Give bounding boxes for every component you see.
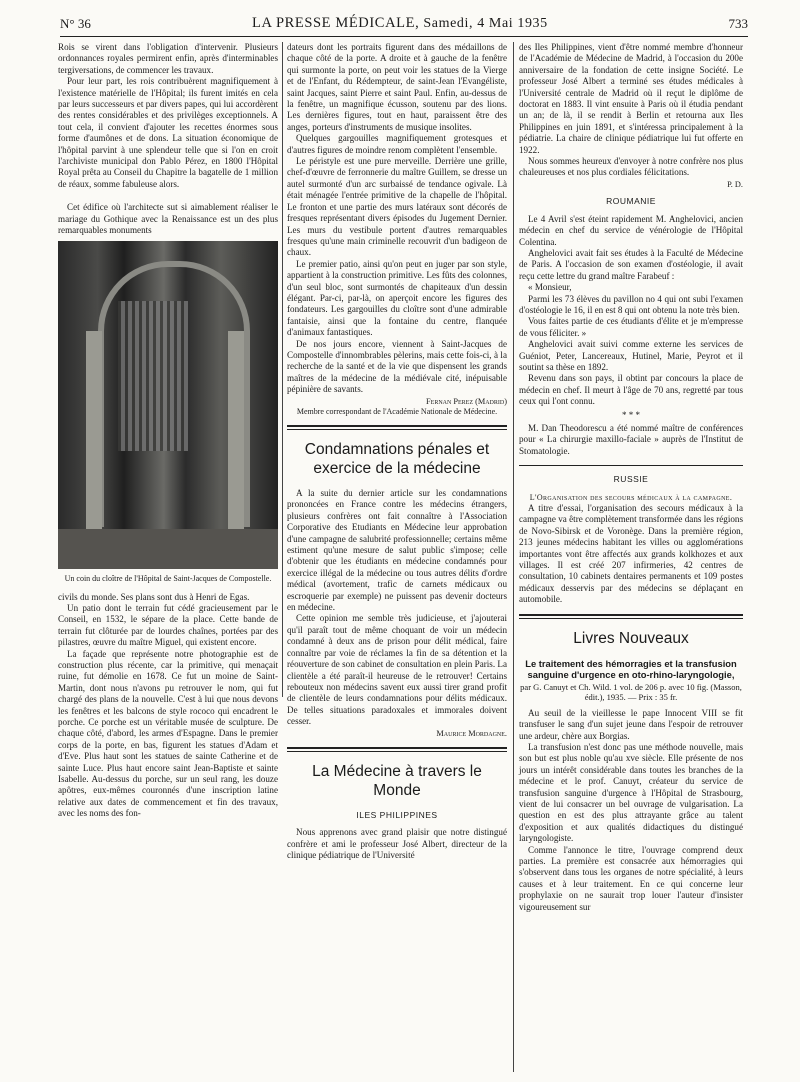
paragraph: civils du monde. Ses plans sont dus à Henri de Egas. xyxy=(58,591,250,602)
paragraph: M. Dan Theodorescu a été nommé maître de conférences pour « La chirurgie maxillo-faciale » auprès de l'Institut de Stomatologie. xyxy=(519,423,743,456)
page-header xyxy=(60,14,748,37)
paragraph: A la suite du dernier article sur les condamnations prononcées en France contre les médecins étrangers, plusieurs confrères ont fait connaître à l'Association Corporative des Etudiants en Médecine leur approbation d'une campagne de salubrité professionnelle; certains même estiment qu'une mesure de salut public s'impose; celle d'obtenir que les étudiants en médecine condamnés pour exercice illégal de la médecine ou tous autres délits d'ordre médical (avortement, trafic de carnets médicaux ou escroquerie par exemple) ne puissent pas devenir docteurs en médecine. xyxy=(287,488,507,613)
section-rule xyxy=(287,425,507,430)
paragraph: Le premier patio, ainsi qu'on peut en juger par son style, appartient à la construction primitive. Les fûts des colonnes, d'un seul bloc, sont surmontés de chapiteaux d'un dessin élégant. Par-ci, par-là, on aperçoit encore les figures des fondateurs. Les gargouilles du cloître sont d'une admirable fantaisie, ainsi que la fontaine du centre, flanquée d'animaux fantastiques. xyxy=(287,258,507,338)
author-initials: P. D. xyxy=(727,179,743,189)
journal-title xyxy=(252,15,548,32)
section-heading: Condamnations pénales et exercice de la médecine xyxy=(304,441,490,477)
book-title: Le traitement des hémorragies et la transfusion sanguine d'urgence en oto-rhino-laryngologie, xyxy=(525,657,737,681)
photo-caption: Un coin du cloître de l'Hôpital de Saint-Jacques de Compostelle. xyxy=(64,573,272,583)
paragraph: Anghelovici avait suivi comme externe les services de Guéniot, Peter, Lancereaux, Hutinel, Marie, Peyrot et il soutint sa thèse en 1892. xyxy=(519,339,743,372)
paragraph: Vous faites partie de ces étudiants d'élite et je m'empresse de vous féliciter. » xyxy=(519,316,743,338)
paragraph: Rois se virent dans l'obligation d'intervenir. Plusieurs ordonnances royales permirent enfin, après d'interminables tergiversations, de commencer les travaux. xyxy=(58,42,278,75)
paragraph: Revenu dans son pays, il obtint par concours la place de médecin en chef. Il meurt à l'âge de 70 ans, regretté par tous ceux qui l'ont connu. xyxy=(519,373,743,407)
issue-date: Samedi, 4 Mai 1935 xyxy=(423,16,548,31)
section-heading: La Médecine à travers le Monde xyxy=(312,762,482,799)
paragraph: Comme l'annonce le titre, l'ouvrage comprend deux parties. La première est consacrée aux hémorragies qui s'observent dans tous les organes de notre spécialité, à leurs causes et à leur traitement. En ce qui concerne leur prophylaxie on ne saurait trop louer l'auteur d'insister vigoureusement sur xyxy=(519,844,743,912)
section-rule xyxy=(519,465,743,466)
page-number: 733 xyxy=(728,16,748,31)
issue-number: N° 36 xyxy=(60,16,91,31)
paragraph: dateurs dont les portraits figurent dans des médaillons de chaque côté de la porte. A droite et à gauche de la fenêtre qui surmonte la porte, on peut voir les statues de la Vierge et de l'Enfant, du Rédempteur, de saint-Jean l'Evangéliste, saint Jacques, saint Pierre et saint Paul. Enfin, au-dessus de la fenêtre, un magnifique écusson, soutenu par des lions. Les dernières figures, tout en haut, paraissent être des anges, porteurs d'instruments de musique insolites. xyxy=(287,42,507,132)
paragraph: Nous sommes heureux d'envoyer à notre confrère nos plus chaleureuses et nos plus cordiales félicitations. xyxy=(519,156,743,178)
section-rule xyxy=(287,747,507,752)
paragraph: « Monsieur, xyxy=(528,282,572,293)
paragraph: Nous apprenons avec grand plaisir que notre distingué confrère et ami le professeur José Albert, directeur de la clinique pédiatrique de l'Université xyxy=(287,827,507,861)
column-2 xyxy=(287,42,507,862)
subsection-heading: RUSSIE xyxy=(613,474,649,485)
paragraph: Cet édifice où l'architecte sut si aimablement réaliser le mariage du Gothique avec la Renaissance est un des plus remarquables monuments xyxy=(58,202,278,236)
paragraph: Anghelovici avait fait ses études à la Faculté de Médecine de Paris. A l'occasion de son examen d'ostéologie, il avait reçu cette lettre du grand maître Farabeuf : xyxy=(519,247,743,281)
journal-name: LA PRESSE MÉDICALE, xyxy=(252,15,420,31)
paragraph: Le 4 Avril s'est éteint rapidement M. Anghelovici, ancien médecin en chef du service de vénérologie de l'Hôpital Colentina. xyxy=(519,213,743,247)
subsection-heading: ROUMANIE xyxy=(606,196,656,207)
paragraph: Au seuil de la vieillesse le pape Innocent VIII se fit transfuser le sang d'un sujet jeune dans l'espoir de retrouver une ardeur, chère aux Borgias. xyxy=(519,707,743,741)
paragraph: des Iles Philippines, vient d'être nommé membre d'honneur de l'Académie de Médecine de Madrid, à l'occasion du 200e anniversaire de la fondation de cette insigne Société. Le professeur José Albert a terminé ses études médicales à l'Université centrale de Madrid où il reçut le diplôme de doctorat en 1883. Il vint ensuite à Paris où il étudia pendant un an; de là, il se rendit à Berlin et retourna aux Iles Philippines en juin 1891, et s'intéressa principalement à la pédiatrie. La chaire de clinique pédiatrique lui fut offerte en 1922. xyxy=(519,42,743,155)
cloister-photo xyxy=(58,241,278,569)
author-signature: Maurice Mordagne. xyxy=(436,728,507,738)
paragraph: De nos jours encore, viennent à Saint-Jacques de Compostelle d'innombrables pèlerins, mais cette fois-ci, à la recherche de la santé et de la vie que dispensent les grands maîtres de la médecine de la médiévale cité, inépuisable pépinière de savants. xyxy=(287,338,507,395)
author-signature: Fernan Perez (Madrid) xyxy=(426,396,507,406)
author-role: Membre correspondant de l'Académie Nationale de Médecine. xyxy=(296,407,498,416)
book-reference: par G. Canuyt et Ch. Wild. 1 vol. de 206 p. avec 10 fig. (Masson, édit.), 1935. — Prix : 35 fr. xyxy=(520,681,742,703)
section-heading: Livres Nouveaux xyxy=(573,629,689,647)
column-divider xyxy=(282,42,283,697)
paragraph: Pour leur part, les rois contribuèrent magnifiquement à l'existence matérielle de l'Hôpital; ils furent imités en cela par leurs successeurs et par divers papes, qui lui accordèrent des rentes considérables et des privilèges exceptionnels. A tout cela, il convient d'ajouter les recettes énormes sous forme d'aumônes et de dons. La situation économique de l'hôpital parvint à une splendeur telle que si l'on en croit l'archiviste municipal don Pablo Pérez, en 1800 l'Hôpital Royal prêta au Conseil du Chapitre la bagatelle de 1 million de réaux, somme fabuleuse alors. xyxy=(58,76,278,189)
separator-stars: * * * xyxy=(622,409,640,420)
paragraph: Cette opinion me semble très judicieuse, et j'ajouterai qu'il paraît tout de même choquant de voir un médecin condamné à deux ans de prison pour délit médical, faire connaître par voie de réclames la fin de sa détention et la réouverture de son cabinet de consultation en plein Paris. La clientèle a été paraît-il heureuse de le retrouver! Certains rebouteux non médecins savent eux aussi tirer grand profit de clientèle de leurs condamnations pour délits médicaux. De telles situations paradoxales et immorales doivent cesser. xyxy=(287,613,507,727)
paragraph: Quelques gargouilles magnifiquement grotesques et d'autres figures de moindre renom complètent l'ensemble. xyxy=(287,133,507,155)
column-3 xyxy=(519,42,743,913)
paragraph: La façade que représente notre photographie est de construction plus récente, car la primitive, qui menaçait ruine, fut démolie en 1678. Ce fut un moine de Saint-Martin, dont nous n'avons pu retrouver le nom, qui fut chargé des plans de la nouvelle. C'est à lui que nous devons les fenêtres et les balcons de style rococo qui encadrent le porche. Ce porche est un véritable musée de sculpture. De chaque côté, d'abord, les armes d'Espagne. Dans le premier corps de la porte, en bas, figurent les statues d'Adam et d'Eve. Plus haut sont les statues de sainte Catherine et de sainte Luce. Plus haut encore saint Jean-Baptiste et sainte Isabelle. Au-dessus du porche, sur un seul rang, les douze apôtres, eux-mêmes couronnés d'une inscription latine relative aux dates de commencement et fin des travaux, avec les noms des fon- xyxy=(58,648,278,819)
paragraph: A titre d'essai, l'organisation des secours médicaux à la campagne va être complètement transformée dans les régions de Novo-Sibirsk et de Voronège. Dans la première région, 213 jeunes médecins habitant les villes ou agglomérations importantes vont être affectés aux grands kolkhozes et aux villages. Il est créé 207 infirmeries, 42 centres de consultation, 10 cabinets dentaires permanents et 109 postes médicaux desservis par des médecins se déplaçant en automobile. xyxy=(519,503,743,605)
paragraph: Un patio dont le terrain fut cédé gracieusement par le Conseil, en 1532, le sépare de la place. Cette bande de terrain fut clôturée par de lourdes chaînes, portées par des pilastres, œuvre du maître Miguel, qui existent encore. xyxy=(58,602,278,648)
column-1 xyxy=(58,42,278,820)
paragraph: La transfusion n'est donc pas une méthode nouvelle, mais son but est plus noble qu'au xve siècle. Elle présente de nos jours un intérêt considérable dans toutes les branches de la médecine et le prof. Canuyt, créateur du service de transfusion sanguine d'urgence à l'Hôpital de Strasbourg, vient de lui consacrer un bel ouvrage de vulgarisation. La question en est des plus attrayante grâce au talent d'exposition et aux qualités didactiques du distingué laryngologiste. xyxy=(519,741,743,844)
subsection-title: L'Organisation des secours médicaux à la campagne. xyxy=(529,492,733,502)
subsection-heading: ILES PHILIPPINES xyxy=(356,809,438,820)
paragraph: Le péristyle est une pure merveille. Derrière une grille, chef-d'œuvre de ferronnerie du maître Guillem, se dresse un autel surmonté d'un arc surbaissé de tendance ogivale. Là était ménagée l'entrée primitive de la chapelle de l'hôpital. Le fronton et une partie des murs latéraux sont décorés de fresques représentant divers épisodes du Jugement Dernier. Les murs du vestibule portent d'autres remarquables fresques qu'une main criminelle recouvrit d'un badigeon de chaux. xyxy=(287,156,507,258)
section-rule xyxy=(519,614,743,619)
paragraph: Parmi les 73 élèves du pavillon no 4 qui ont subi l'examen d'ostéologie le 16, il en est 8 qui ont obtenu la note très bien. xyxy=(519,293,743,315)
column-divider xyxy=(513,42,514,1072)
